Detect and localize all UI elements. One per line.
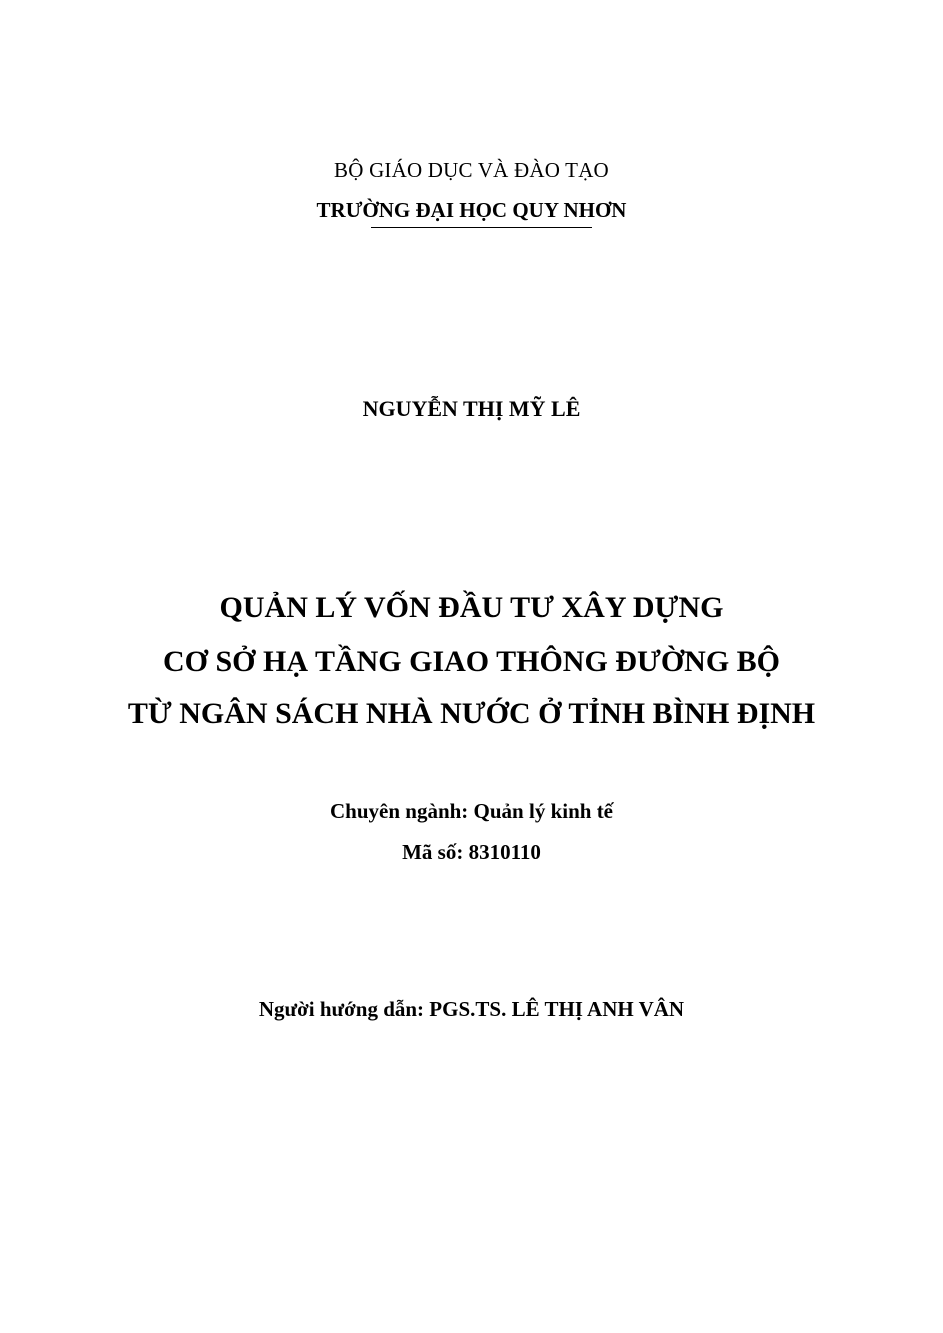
author-name: NGUYỄN THỊ MỸ LÊ — [362, 396, 581, 421]
thesis-title-line-1: QUẢN LÝ VỐN ĐẦU TƯ XÂY DỰNG — [219, 591, 724, 624]
ministry-name: BỘ GIÁO DỤC VÀ ĐÀO TẠO — [334, 158, 609, 182]
university-name: TRƯỜNG ĐẠI HỌC QUY NHƠN — [316, 198, 627, 222]
thesis-title-line-3: TỪ NGÂN SÁCH NHÀ NƯỚC Ở TỈNH BÌNH ĐỊNH — [127, 697, 816, 730]
specialization-code: Mã số: 8310110 — [402, 840, 541, 864]
specialization: Chuyên ngành: Quản lý kinh tế — [329, 799, 614, 823]
advisor: Người hướng dẫn: PGS.TS. LÊ THỊ ANH VÂN — [258, 997, 685, 1021]
university-underline — [371, 227, 592, 228]
thesis-title-line-2: CƠ SỞ HẠ TẦNG GIAO THÔNG ĐƯỜNG BỘ — [162, 645, 781, 678]
